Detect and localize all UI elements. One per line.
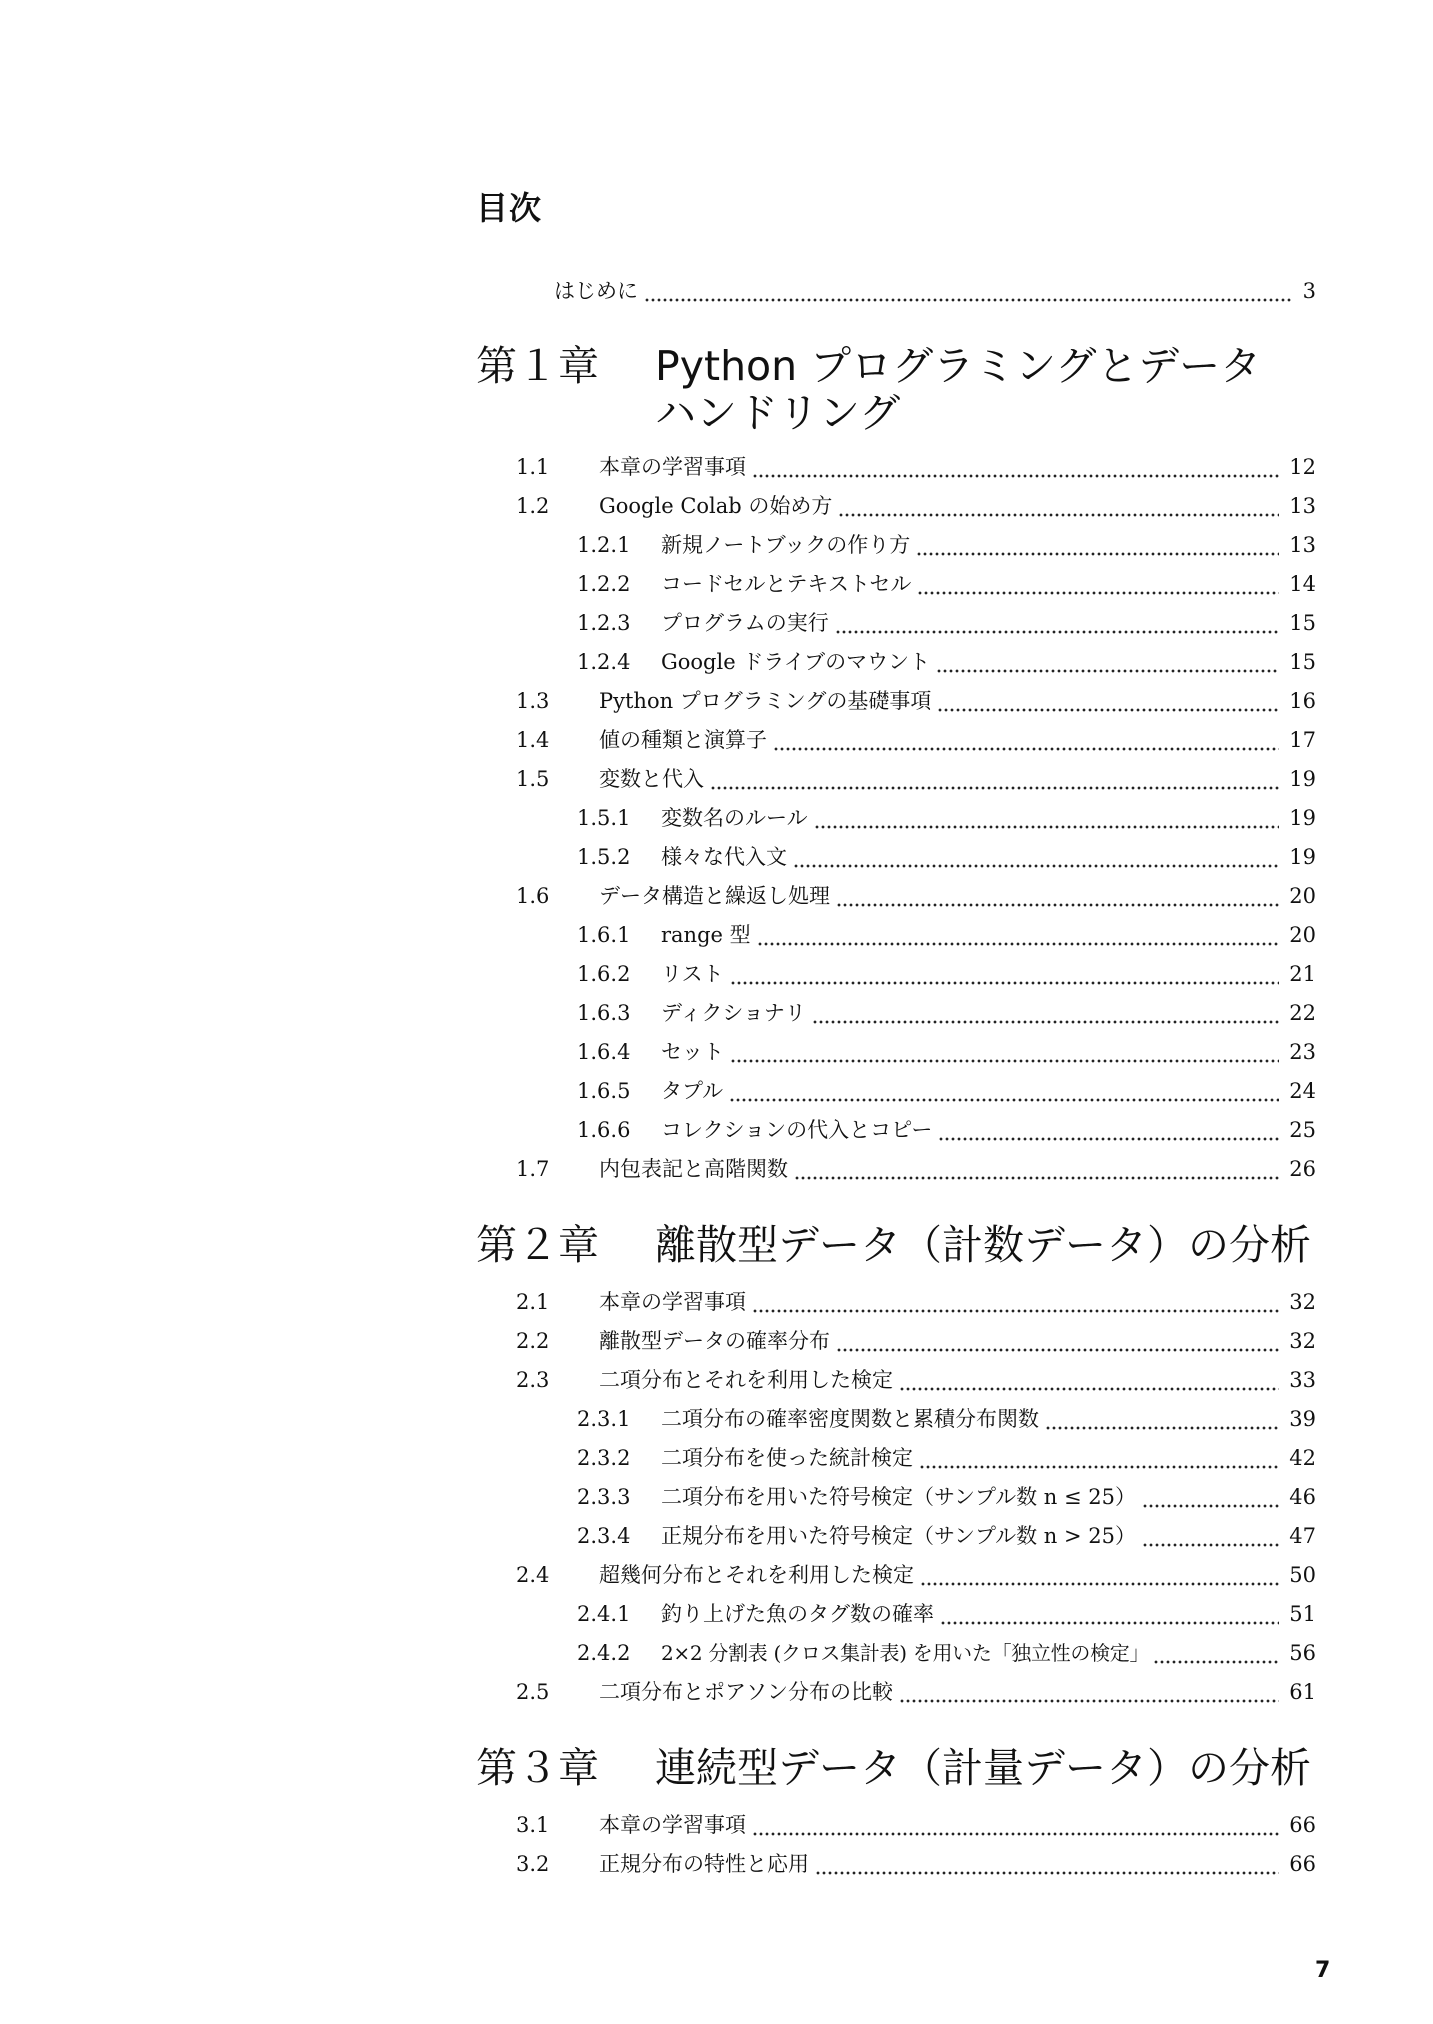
dot-leader [773,727,1279,753]
dot-leader [916,532,1279,558]
toc-entry[interactable] [577,830,1316,870]
toc-entry-number: 2.4.2 [577,1641,631,1665]
toc-entry-intro[interactable] [554,264,1316,304]
dot-leader [752,454,1279,480]
toc-entry-label: 正規分布の特性と応用 [599,1852,809,1876]
dot-leader [757,922,1280,948]
toc-entry[interactable] [577,1587,1316,1627]
toc-entry-label: タプル [661,1079,724,1103]
toc-entry-page: 47 [1289,1524,1316,1548]
toc-entry[interactable] [577,791,1316,831]
toc-entry-number: 1.4 [516,728,550,752]
dot-leader [793,844,1279,870]
toc-entry[interactable] [577,1392,1316,1432]
toc-entry-number: 2.5 [516,1680,550,1704]
toc-entry-label: 変数名のルール [661,806,808,830]
toc-entry-number: 2.2 [516,1329,550,1353]
toc-entry-number: 2.1 [516,1290,550,1314]
toc-entry[interactable] [516,1837,1316,1877]
toc-entry-number: 2.3.1 [577,1407,631,1431]
toc-entry-number: 1.3 [516,689,550,713]
toc-title: 目次 [476,189,543,227]
toc-entry-label: 二項分布を用いた符号検定（サンプル数 n ≤ 25） [661,1485,1136,1509]
toc-entry-label: はじめに [554,279,638,303]
dot-leader [730,961,1280,987]
toc-entry-number: 2.3.2 [577,1446,631,1470]
toc-entry-number: 1.6.6 [577,1118,631,1142]
toc-entry-number: 1.6 [516,884,550,908]
toc-entry-label: 様々な代入文 [661,845,787,869]
chapter-number: 第１章 [476,342,599,390]
toc-entry[interactable] [577,986,1316,1026]
toc-entry[interactable] [577,518,1316,558]
dot-leader [752,1812,1279,1838]
toc-entry-page: 25 [1289,1118,1316,1142]
toc-entry-number: 1.2.3 [577,611,631,635]
toc-entry-number: 1.2.4 [577,650,631,674]
toc-entry-label: 正規分布を用いた符号検定（サンプル数 n > 25） [661,1524,1136,1548]
toc-entry-number: 1.6.4 [577,1040,631,1064]
toc-entry[interactable] [516,1798,1316,1838]
toc-entry-label: コレクションの代入とコピー [661,1118,933,1142]
toc-entry-label: Google ドライブのマウント [661,650,931,674]
toc-entry-label: 内包表記と高階関数 [599,1157,788,1181]
toc-entry-page: 32 [1289,1329,1316,1353]
toc-entry[interactable] [516,1665,1316,1705]
toc-entry-page: 20 [1289,884,1316,908]
toc-entry-number: 1.2.1 [577,533,631,557]
dot-leader [812,1000,1279,1026]
toc-entry-number: 1.5.2 [577,845,631,869]
toc-entry-page: 32 [1289,1290,1316,1314]
toc-entry-number: 1.5 [516,767,550,791]
dot-leader [917,571,1279,597]
toc-entry-page: 22 [1289,1001,1316,1025]
toc-entry-label: Google Colab の始め方 [599,494,833,518]
chapter-title-line: ハンドリング [655,389,901,437]
toc-entry-page: 56 [1289,1641,1316,1665]
toc-entry-label: データ構造と繰返し処理 [599,884,830,908]
toc-entry-number: 1.2 [516,494,550,518]
toc-entry-page: 15 [1289,611,1316,635]
dot-leader [1142,1523,1279,1549]
toc-entry[interactable] [516,1314,1316,1354]
toc-entry-number: 1.7 [516,1157,550,1181]
toc-entry[interactable] [516,1353,1316,1393]
toc-entry-label: コードセルとテキストセル [661,572,912,596]
toc-entry-page: 50 [1289,1563,1316,1587]
dot-leader [1142,1484,1279,1510]
dot-leader [1045,1406,1279,1432]
dot-leader [940,1601,1279,1627]
toc-entry-page: 14 [1289,572,1316,596]
dot-leader [730,1039,1279,1065]
toc-entry-page: 19 [1289,806,1316,830]
toc-entry-label: 変数と代入 [599,767,704,791]
toc-entry-number: 2.3.4 [577,1524,631,1548]
toc-entry[interactable] [516,479,1316,519]
dot-leader [835,610,1279,636]
toc-entry-label: 新規ノートブックの作り方 [661,533,911,557]
toc-entry[interactable] [577,557,1316,597]
dot-leader [938,1117,1279,1143]
toc-entry-number: 1.6.1 [577,923,631,947]
toc-entry[interactable] [577,1509,1316,1549]
toc-entry-label: リスト [661,962,724,986]
toc-entry-page: 3 [1302,279,1316,303]
toc-entry-label: 2×2 分割表 (クロス集計表) を用いた「独立性の検定」 [661,1641,1150,1665]
toc-entry[interactable] [577,1025,1316,1065]
dot-leader [815,1851,1279,1877]
toc-entry-number: 3.2 [516,1852,550,1876]
dot-leader [836,1328,1279,1354]
toc-entry-label: Python プログラミングの基礎事項 [599,689,932,713]
toc-entry-page: 46 [1289,1485,1316,1509]
toc-entry-page: 16 [1289,689,1316,713]
toc-entry-label: 本章の学習事項 [599,455,746,479]
dot-leader [710,766,1279,792]
toc-entry-page: 21 [1289,962,1316,986]
toc-entry-page: 19 [1289,845,1316,869]
toc-entry-number: 1.2.2 [577,572,631,596]
toc-entry-number: 2.3 [516,1368,550,1392]
toc-entry-page: 13 [1289,533,1316,557]
chapter-title [655,1745,1335,1792]
toc-entry-page: 13 [1289,494,1316,518]
toc-entry[interactable] [577,596,1316,636]
chapter-title [655,1222,1335,1269]
toc-entry-label: プログラムの実行 [661,611,829,635]
toc-entry-number: 1.6.3 [577,1001,631,1025]
toc-entry-page: 19 [1289,767,1316,791]
toc-entry-number: 1.6.5 [577,1079,631,1103]
toc-entry-page: 20 [1289,923,1316,947]
toc-entry[interactable] [516,752,1316,792]
toc-entry[interactable] [516,440,1316,480]
dot-leader [919,1445,1279,1471]
dot-leader [729,1078,1279,1104]
chapter-title-line: 離散型データ（計数データ）の分析 [655,1221,1311,1269]
toc-entry-number: 2.3.3 [577,1485,631,1509]
dot-leader [1153,1640,1279,1666]
toc-entry-label: 二項分布とそれを利用した検定 [599,1368,893,1392]
dot-leader [838,493,1279,519]
toc-entry-page: 26 [1289,1157,1316,1181]
chapter-title-line: Python プログラミングとデータ [655,342,1262,390]
toc-entry-label: 本章の学習事項 [599,1813,746,1837]
chapter-number: 第２章 [476,1221,599,1269]
dot-leader [899,1679,1279,1705]
page-number: 7 [1315,1958,1331,1983]
toc-entry-page: 61 [1289,1680,1316,1704]
toc-entry-label: ディクショナリ [661,1001,806,1025]
toc-entry-page: 12 [1289,455,1316,479]
toc-entry[interactable] [516,674,1316,714]
toc-entry[interactable] [516,1275,1316,1315]
toc-entry[interactable] [577,947,1316,987]
toc-entry-number: 1.1 [516,455,550,479]
toc-entry-label: 超幾何分布とそれを利用した検定 [599,1563,914,1587]
toc-entry-page: 17 [1289,728,1316,752]
toc-entry-number: 1.5.1 [577,806,631,830]
toc-entry-label: 値の種類と演算子 [599,728,767,752]
toc-entry-label: 二項分布とポアソン分布の比較 [599,1680,893,1704]
toc-entry-page: 23 [1289,1040,1316,1064]
toc-entry-page: 33 [1289,1368,1316,1392]
toc-entry-number: 1.6.2 [577,962,631,986]
chapter-title-line: 連続型データ（計量データ）の分析 [655,1744,1311,1792]
dot-leader [814,805,1280,831]
toc-entry-label: 本章の学習事項 [599,1290,746,1314]
toc-entry-number: 2.4.1 [577,1602,631,1626]
toc-entry-label: range 型 [661,923,751,947]
toc-entry[interactable] [516,869,1316,909]
toc-entry-label: 離散型データの確率分布 [599,1329,830,1353]
toc-entry[interactable] [577,1626,1316,1666]
dot-leader [752,1289,1279,1315]
chapter-number: 第３章 [476,1744,599,1792]
chapter-title [655,343,1335,437]
toc-entry[interactable] [516,1548,1316,1588]
toc-entry-page: 24 [1289,1079,1316,1103]
toc-entry[interactable] [577,1470,1316,1510]
toc-entry-page: 51 [1289,1602,1316,1626]
toc-entry-page: 39 [1289,1407,1316,1431]
toc-entry[interactable] [577,1103,1316,1143]
toc-entry-label: 二項分布を使った統計検定 [661,1446,913,1470]
toc-entry-label: セット [661,1040,724,1064]
toc-entry-page: 66 [1289,1852,1316,1876]
dot-leader [899,1367,1279,1393]
toc-entry[interactable] [516,1142,1316,1182]
toc-entry-page: 66 [1289,1813,1316,1837]
dot-leader [936,649,1279,675]
dot-leader [920,1562,1279,1588]
toc-entry-number: 3.1 [516,1813,550,1837]
dot-leader [937,688,1279,714]
dot-leader [794,1156,1279,1182]
toc-entry[interactable] [577,1064,1316,1104]
toc-entry[interactable] [516,713,1316,753]
dot-leader [836,883,1279,909]
toc-entry-number: 2.4 [516,1563,550,1587]
toc-entry-page: 15 [1289,650,1316,674]
toc-entry-page: 42 [1289,1446,1316,1470]
toc-entry[interactable] [577,635,1316,675]
toc-entry[interactable] [577,1431,1316,1471]
toc-entry-label: 二項分布の確率密度関数と累積分布関数 [661,1407,1039,1431]
toc-entry-label: 釣り上げた魚のタグ数の確率 [661,1602,934,1626]
toc-entry[interactable] [577,908,1316,948]
dot-leader [644,278,1292,304]
